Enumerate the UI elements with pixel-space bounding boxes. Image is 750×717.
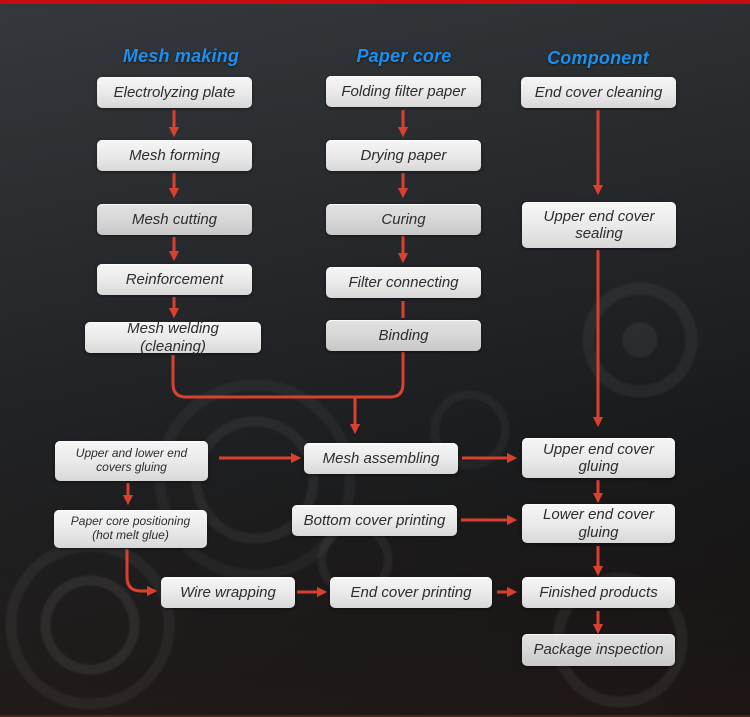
step-package-inspection: Package inspection (522, 634, 675, 666)
column-title-mesh-making: Mesh making (122, 46, 240, 66)
step-upper-end-cover-sealing: Upper end cover sealing (522, 202, 676, 248)
step-bottom-cover-printing: Bottom cover printing (292, 505, 457, 536)
step-folding-filter-paper: Folding filter paper (326, 76, 481, 107)
step-finished-products: Finished products (522, 577, 675, 608)
step-reinforcement: Reinforcement (97, 264, 252, 295)
step-mesh-assembling: Mesh assembling (304, 443, 458, 474)
step-end-cover-printing: End cover printing (330, 577, 492, 608)
step-binding: Binding (326, 320, 481, 351)
step-mesh-forming: Mesh forming (97, 140, 252, 171)
step-upper-lower-covers-gluing: Upper and lower end covers gluing (55, 441, 208, 481)
step-upper-end-cover-gluing: Upper end cover gluing (522, 438, 675, 478)
column-title-component: Component (547, 48, 649, 68)
step-lower-end-cover-gluing: Lower end cover gluing (522, 504, 675, 543)
step-curing: Curing (326, 204, 481, 235)
step-end-cover-cleaning: End cover cleaning (521, 77, 676, 108)
step-electrolyzing-plate: Electrolyzing plate (97, 77, 252, 108)
step-wire-wrapping: Wire wrapping (161, 577, 295, 608)
step-mesh-welding-cleaning: Mesh welding (cleaning) (85, 322, 261, 353)
column-title-paper-core: Paper core (356, 46, 452, 66)
top-accent-bar (0, 0, 750, 4)
step-drying-paper: Drying paper (326, 140, 481, 171)
step-filter-connecting: Filter connecting (326, 267, 481, 298)
step-paper-core-positioning: Paper core positioning (hot melt glue) (54, 510, 207, 548)
step-mesh-cutting: Mesh cutting (97, 204, 252, 235)
